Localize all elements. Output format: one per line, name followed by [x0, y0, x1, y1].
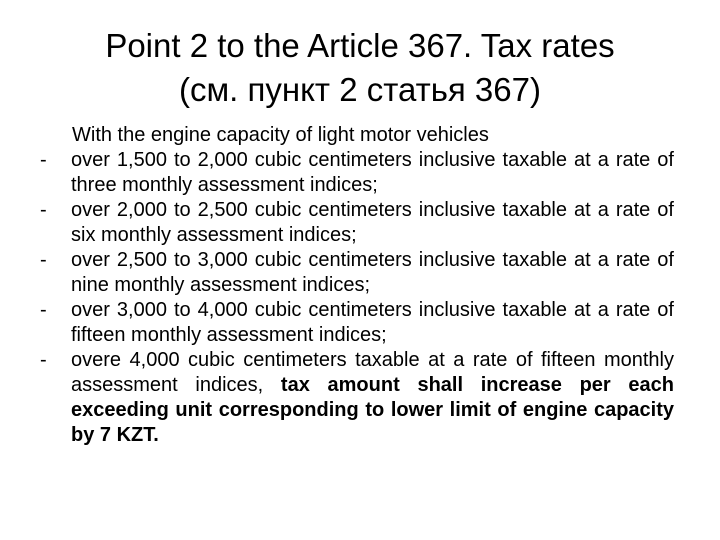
list-bullet: - [40, 299, 47, 321]
list-item [40, 148, 674, 198]
list-item-bold-text: tax amount shall increase per each exceeding unit corresponding to lower limit of engine capacity by 7 KZT. [71, 374, 674, 446]
intro-text: With the engine capacity of light motor vehicles [72, 124, 489, 146]
list-item-text: over 2,500 to 3,000 cubic centimeters inclusive taxable at a rate of nine monthly assessment indices; [71, 249, 674, 296]
list-item-text: overe 4,000 cubic centimeters taxable at a rate of fifteen monthly assessment indices, [71, 349, 674, 396]
list-bullet: - [40, 149, 47, 171]
list-item [40, 248, 674, 298]
list-bullet: - [40, 249, 47, 271]
list-item-text: over 1,500 to 2,000 cubic centimeters inclusive taxable at a rate of three monthly assessment indices; [71, 149, 674, 196]
list-item [40, 298, 674, 348]
list-bullet: - [40, 199, 47, 221]
list-item [40, 198, 674, 248]
list-item-text: over 3,000 to 4,000 cubic centimeters inclusive taxable at a rate of fifteen monthly assessment indices; [71, 299, 674, 346]
title-line-1: Point 2 to the Article 367. Tax rates [105, 27, 615, 64]
list-item-text: over 2,000 to 2,500 cubic centimeters inclusive taxable at a rate of six monthly assessment indices; [71, 199, 674, 246]
slide-title [20, 24, 700, 112]
title-line-2: (см. пункт 2 статья 367) [179, 71, 541, 108]
slide-body [40, 123, 674, 448]
list-bullet: - [40, 349, 47, 371]
list-item [40, 348, 674, 448]
